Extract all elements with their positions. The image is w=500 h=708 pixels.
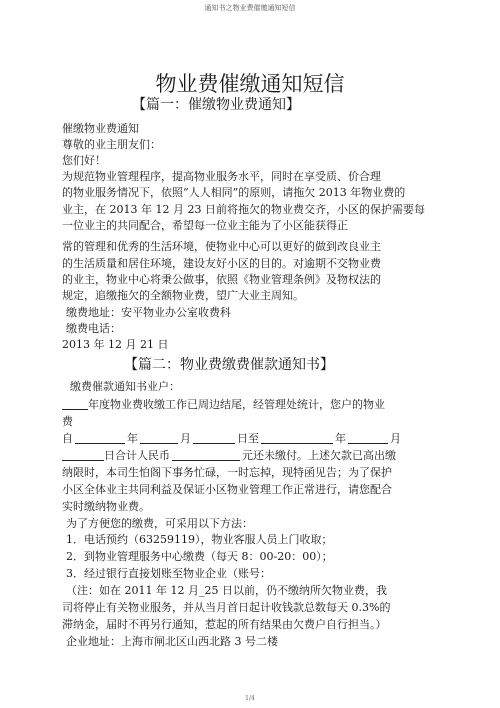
s1-line: 业主，在 2013 年 12 月 23 日前将拖欠的物业费交齐，小区的保护需要每 bbox=[62, 203, 425, 216]
s2-line: 实时缴纳物业费。 bbox=[62, 500, 150, 513]
s2-note: 司将停止有关物业服务，并从当月首日起计收钱款总数每天 0.3%的 bbox=[62, 601, 391, 614]
s2-text: 元还未缴付。上述欠款已高出缴 bbox=[242, 449, 396, 462]
section1-heading: 【篇一：催缴物业费通知】 bbox=[132, 97, 300, 113]
s2-amount-line bbox=[62, 449, 396, 463]
s2-text: 月 bbox=[390, 432, 401, 445]
page-header: 通知书之物业费催缴通知短信 bbox=[204, 4, 296, 12]
payment-phone: 缴费电话： bbox=[66, 322, 121, 335]
company-address: 企业地址：上海市闸北区山西北路 3 号二楼 bbox=[66, 635, 278, 648]
page-title: 物业费催缴通知短信 bbox=[155, 72, 345, 96]
s2-text: 日至 bbox=[237, 432, 259, 445]
s2-line-year bbox=[62, 398, 385, 412]
s1-line: 为规范物业管理程序，提高物业服务水平，同时在享受质、价合理 bbox=[62, 170, 381, 183]
s1-line: 催缴物业费通知 bbox=[62, 122, 139, 135]
blank-field[interactable] bbox=[140, 433, 178, 444]
s1-line: 尊敬的业主朋友们： bbox=[62, 138, 161, 151]
s2-line: 为了方便您的缴费，可采用以下方法： bbox=[66, 517, 253, 530]
s1-line: 的生活质量和居住环境，建设友好小区的目的。对逾期不交物业费 bbox=[62, 257, 381, 270]
payment-address: 缴费地址：安平物业办公室收费科 bbox=[66, 306, 231, 319]
s1-line: 一位业主的共同配合，希望每一位业主能为了小区能获得正 bbox=[62, 219, 348, 232]
s2-text: 年 bbox=[127, 432, 138, 445]
s2-line: 费 bbox=[62, 415, 73, 428]
s1-line: 您们好！ bbox=[62, 154, 106, 167]
blank-field[interactable] bbox=[193, 433, 235, 444]
s2-line: 纳限时，本司生怕阁下事务忙碌，一时忘掉，现特函见告；为了保护 bbox=[62, 466, 392, 479]
payment-method-3: 3．经过银行直接划账至物业企业（账号： bbox=[66, 567, 271, 580]
s2-date-range bbox=[62, 432, 401, 446]
s2-text: 自 bbox=[62, 432, 73, 445]
s2-text: 月 bbox=[180, 432, 191, 445]
page-number: 1/4 bbox=[245, 695, 255, 702]
s1-line: 规定，追缴拖欠的全额物业费，望广大业主周知。 bbox=[62, 289, 304, 302]
blank-field[interactable] bbox=[261, 433, 333, 444]
s2-text: 日合计人民币 bbox=[104, 449, 170, 462]
blank-field[interactable] bbox=[75, 433, 125, 444]
s2-line: 小区全体业主共同利益及保证小区物业管理工作正常进行，请您配合 bbox=[62, 483, 392, 496]
blank-field[interactable] bbox=[172, 450, 240, 461]
blank-field[interactable] bbox=[348, 433, 388, 444]
s2-intro: 缴费催款通知书业户： bbox=[70, 380, 180, 393]
s2-note: （注：如在 2011 年 12 月_25 日以前，仍不缴纳所欠物业费，我 bbox=[66, 584, 387, 597]
s2-note: 滞纳金，届时不再另行通知，惹起的所有结果由欠费户自行担当。） bbox=[62, 618, 387, 631]
section2-heading: 【篇二：物业费缴费催款通知书】 bbox=[124, 357, 334, 373]
s2-text: 年度物业费收缴工作已周边结尾，经管理处统计，您户的物业 bbox=[88, 398, 385, 411]
s1-line: 的物业服务情况下，依照“人人相同”的原则，请拖欠 2013 年物业费的 bbox=[62, 186, 406, 199]
s2-text: 年 bbox=[335, 432, 346, 445]
s1-line: 常的管理和优秀的生活环境，使物业中心可以更好的做到改良业主 bbox=[62, 240, 381, 253]
payment-method-2: 2．到物业管理服务中心缴费（每天 8：00-20：00）； bbox=[66, 550, 333, 563]
notice-date: 2013 年 12 月 21 日 bbox=[62, 338, 169, 351]
blank-field[interactable] bbox=[62, 399, 88, 410]
payment-method-1: 1．电话预约（63259119），物业客服人员上门收取； bbox=[66, 533, 333, 546]
blank-field[interactable] bbox=[62, 450, 104, 461]
s1-line: 的业主，物业中心将秉公做事，依照《物业管理条例》及物权法的 bbox=[62, 273, 381, 286]
